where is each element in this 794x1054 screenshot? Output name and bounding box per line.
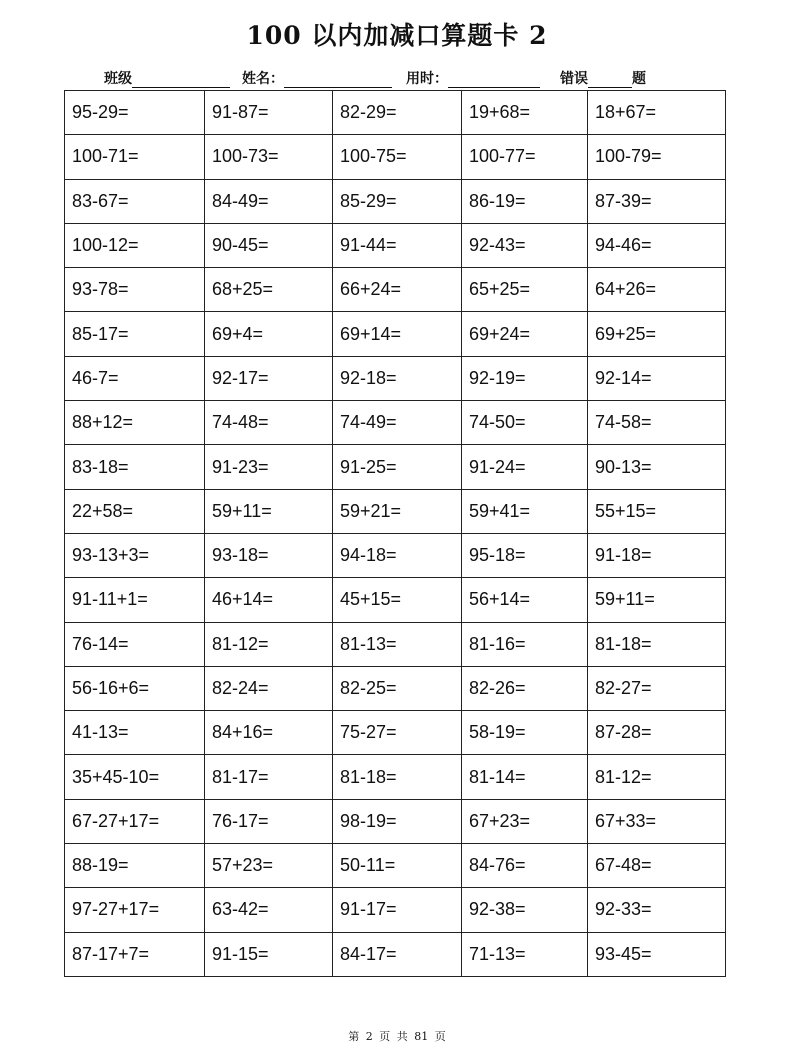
table-row	[65, 888, 726, 932]
problem-cell: 59+41=	[462, 489, 588, 533]
problem-cell: 50-11=	[333, 844, 462, 888]
problem-cell: 81-16=	[462, 622, 588, 666]
problem-cell: 67+33=	[588, 799, 726, 843]
problem-cell: 91-11+1=	[65, 578, 205, 622]
name-label: 姓名：	[242, 71, 284, 87]
table-row	[65, 312, 726, 356]
problem-cell: 93-78=	[65, 268, 205, 312]
problem-cell: 83-67=	[65, 179, 205, 223]
problem-cell: 92-38=	[462, 888, 588, 932]
problem-cell: 76-17=	[205, 799, 333, 843]
problem-cell: 91-15=	[205, 932, 333, 976]
problem-cell: 22+58=	[65, 489, 205, 533]
page-title: 100 以内加减口算题卡 2	[246, 21, 548, 50]
problem-cell: 100-71=	[65, 135, 205, 179]
problem-cell: 74-58=	[588, 401, 726, 445]
problem-cell: 67-27+17=	[65, 799, 205, 843]
class-blank	[132, 71, 230, 88]
problem-cell: 93-18=	[205, 533, 333, 577]
problem-cell: 74-50=	[462, 401, 588, 445]
problem-cell: 92-18=	[333, 356, 462, 400]
problem-cell: 75-27=	[333, 711, 462, 755]
problem-cell: 57+23=	[205, 844, 333, 888]
problem-cell: 88-19=	[65, 844, 205, 888]
problem-cell: 56-16+6=	[65, 666, 205, 710]
problem-cell: 67+23=	[462, 799, 588, 843]
problem-cell: 35+45-10=	[65, 755, 205, 799]
problem-cell: 98-19=	[333, 799, 462, 843]
table-row	[65, 223, 726, 267]
table-row	[65, 91, 726, 135]
problem-cell: 82-26=	[462, 666, 588, 710]
problem-cell: 59+21=	[333, 489, 462, 533]
problem-cell: 100-77=	[462, 135, 588, 179]
table-row	[65, 622, 726, 666]
student-info-row	[104, 68, 646, 88]
problem-cell: 88+12=	[65, 401, 205, 445]
errors-unit: 题	[632, 71, 646, 87]
problem-cell: 55+15=	[588, 489, 726, 533]
problem-cell: 81-18=	[588, 622, 726, 666]
table-row	[65, 445, 726, 489]
time-label: 用时：	[406, 71, 448, 87]
problem-cell: 92-14=	[588, 356, 726, 400]
problem-cell: 86-19=	[462, 179, 588, 223]
problem-cell: 81-13=	[333, 622, 462, 666]
problem-cell: 91-17=	[333, 888, 462, 932]
problem-cell: 91-25=	[333, 445, 462, 489]
problem-cell: 100-75=	[333, 135, 462, 179]
problem-cell: 63-42=	[205, 888, 333, 932]
problem-cell: 91-24=	[462, 445, 588, 489]
table-row	[65, 356, 726, 400]
problem-cell: 95-29=	[65, 91, 205, 135]
problem-cell: 84-17=	[333, 932, 462, 976]
problem-cell: 90-45=	[205, 223, 333, 267]
problem-cell: 81-12=	[205, 622, 333, 666]
problem-cell: 90-13=	[588, 445, 726, 489]
problem-cell: 74-48=	[205, 401, 333, 445]
problem-cell: 83-18=	[65, 445, 205, 489]
table-row	[65, 533, 726, 577]
problem-cell: 84+16=	[205, 711, 333, 755]
problem-cell: 92-19=	[462, 356, 588, 400]
problem-cell: 69+4=	[205, 312, 333, 356]
table-row	[65, 799, 726, 843]
table-row	[65, 179, 726, 223]
table-row	[65, 489, 726, 533]
problem-cell: 81-18=	[333, 755, 462, 799]
table-row	[65, 401, 726, 445]
problem-cell: 92-17=	[205, 356, 333, 400]
table-row	[65, 932, 726, 976]
problem-cell: 82-29=	[333, 91, 462, 135]
problem-cell: 67-48=	[588, 844, 726, 888]
problem-cell: 69+24=	[462, 312, 588, 356]
problem-cell: 92-33=	[588, 888, 726, 932]
table-row	[65, 578, 726, 622]
problem-cell: 85-29=	[333, 179, 462, 223]
problem-cell: 100-12=	[65, 223, 205, 267]
problem-cell: 68+25=	[205, 268, 333, 312]
problem-cell: 82-24=	[205, 666, 333, 710]
page-footer: 第 2 页 共 81 页	[348, 1030, 446, 1043]
name-blank	[284, 71, 392, 88]
problem-cell: 69+14=	[333, 312, 462, 356]
problem-table	[64, 90, 726, 977]
problem-cell: 81-12=	[588, 755, 726, 799]
problem-cell: 93-13+3=	[65, 533, 205, 577]
table-row	[65, 268, 726, 312]
problem-cell: 56+14=	[462, 578, 588, 622]
problem-cell: 41-13=	[65, 711, 205, 755]
table-row	[65, 711, 726, 755]
problem-cell: 82-25=	[333, 666, 462, 710]
problem-cell: 93-45=	[588, 932, 726, 976]
table-row	[65, 844, 726, 888]
problem-cell: 95-18=	[462, 533, 588, 577]
problem-cell: 92-43=	[462, 223, 588, 267]
problem-cell: 87-28=	[588, 711, 726, 755]
problem-cell: 85-17=	[65, 312, 205, 356]
problem-cell: 100-73=	[205, 135, 333, 179]
table-row	[65, 755, 726, 799]
problem-cell: 81-17=	[205, 755, 333, 799]
problem-cell: 91-18=	[588, 533, 726, 577]
problem-cell: 64+26=	[588, 268, 726, 312]
problem-cell: 66+24=	[333, 268, 462, 312]
problem-cell: 45+15=	[333, 578, 462, 622]
class-label: 班级	[104, 71, 132, 87]
problem-cell: 82-27=	[588, 666, 726, 710]
problem-cell: 94-46=	[588, 223, 726, 267]
problem-cell: 71-13=	[462, 932, 588, 976]
problem-cell: 19+68=	[462, 91, 588, 135]
problem-cell: 87-39=	[588, 179, 726, 223]
problem-cell: 65+25=	[462, 268, 588, 312]
time-blank	[448, 71, 540, 88]
problem-cell: 59+11=	[205, 489, 333, 533]
problem-cell: 97-27+17=	[65, 888, 205, 932]
problem-cell: 58-19=	[462, 711, 588, 755]
problem-cell: 100-79=	[588, 135, 726, 179]
problem-cell: 84-76=	[462, 844, 588, 888]
problem-cell: 69+25=	[588, 312, 726, 356]
problem-cell: 81-14=	[462, 755, 588, 799]
table-row	[65, 135, 726, 179]
problem-cell: 74-49=	[333, 401, 462, 445]
problem-cell: 46-7=	[65, 356, 205, 400]
errors-blank	[588, 71, 632, 88]
problem-cell: 91-87=	[205, 91, 333, 135]
problem-cell: 59+11=	[588, 578, 726, 622]
problem-cell: 87-17+7=	[65, 932, 205, 976]
table-row	[65, 666, 726, 710]
problem-cell: 18+67=	[588, 91, 726, 135]
problem-cell: 84-49=	[205, 179, 333, 223]
problem-cell: 94-18=	[333, 533, 462, 577]
problem-cell: 76-14=	[65, 622, 205, 666]
errors-label: 错误	[560, 71, 588, 87]
problem-cell: 46+14=	[205, 578, 333, 622]
problem-cell: 91-44=	[333, 223, 462, 267]
problem-cell: 91-23=	[205, 445, 333, 489]
